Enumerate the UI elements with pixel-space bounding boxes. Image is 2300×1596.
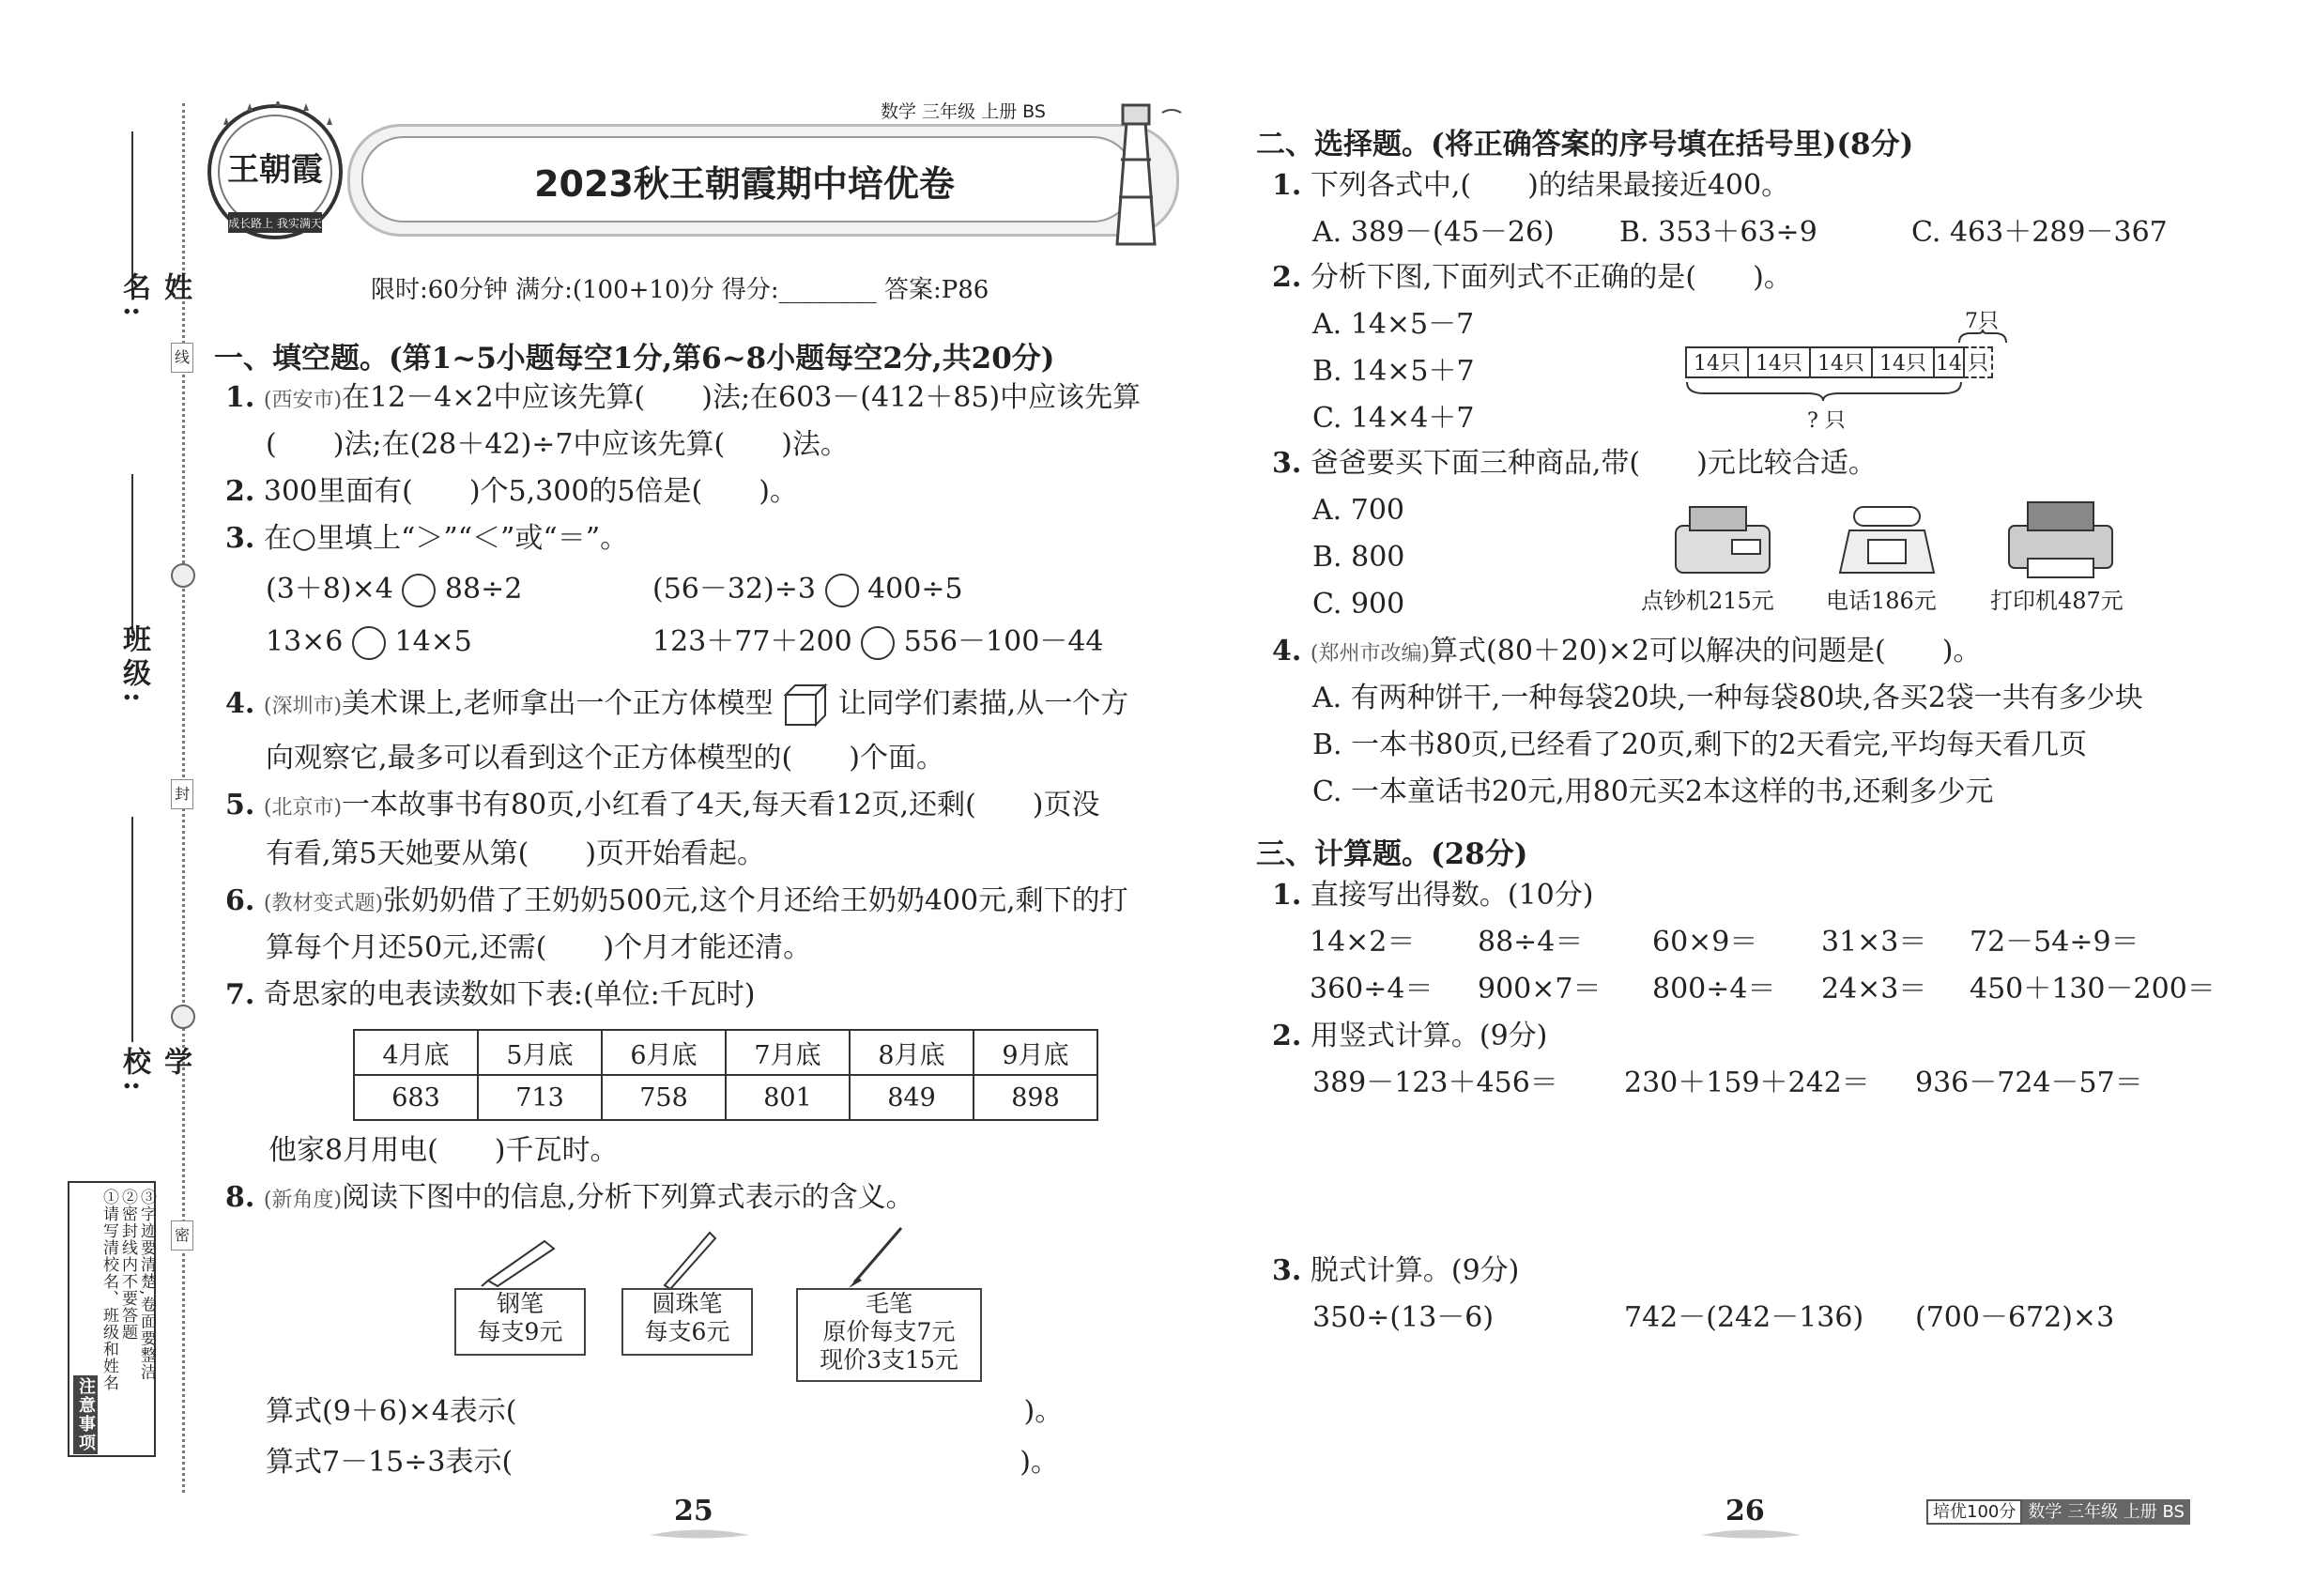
compare-circle[interactable] (825, 574, 859, 607)
s1-q6 (225, 882, 1128, 923)
table-header: 8月底 (850, 1030, 974, 1075)
subject-line: 数学 三年级 上册 BS (881, 101, 1046, 122)
price-card-ballpoint-pen (621, 1288, 753, 1356)
table-cell: 758 (602, 1075, 726, 1120)
q-text: 美术课上,老师拿出一个正方体模型 (342, 687, 774, 720)
q-tag: (西安市) (263, 389, 343, 412)
segment-diagram (1685, 305, 2014, 437)
q-number: 8. (225, 1181, 255, 1214)
calc-item: 900×7＝ (1478, 973, 1602, 1005)
q-tag: (北京市) (263, 796, 343, 820)
calc-item: 360÷4＝ (1310, 973, 1434, 1005)
section3-heading: 三、计算题。(28分) (1256, 837, 1528, 871)
compare-left: 123＋77＋200 (652, 625, 852, 658)
printer-icon (2000, 493, 2122, 582)
q-text: 算式(9＋6)×4表示( )。 (266, 1395, 1064, 1428)
s1-q4 (225, 682, 1128, 729)
q-text: 有看,第5天她要从第( )页开始看起。 (266, 837, 766, 870)
s1-q5 (225, 787, 1100, 827)
logo-slogan: 成长路上 我实满天 (228, 217, 322, 230)
q-text: 算式7－15÷3表示( )。 (266, 1446, 1059, 1479)
calc-item: 742－(242－136) (1624, 1301, 1864, 1334)
name-field (113, 131, 192, 338)
choice-a[interactable]: A. 14×5－7 (1312, 308, 1475, 341)
table-cell: 683 (354, 1075, 478, 1120)
name-line (131, 131, 133, 296)
footer-badge-right: 数学 三年级 上册 BS (2022, 1499, 2190, 1525)
calc-item: 389－123＋456＝ (1312, 1067, 1558, 1099)
item-name: 圆珠笔 (652, 1290, 723, 1317)
q-tag: (深圳市) (263, 695, 343, 718)
cube-icon (782, 682, 829, 729)
calc-item: 88÷4＝ (1478, 926, 1584, 959)
item-price: 每支9元 (477, 1318, 563, 1345)
binding-hole (171, 1005, 195, 1029)
compare-circle[interactable] (861, 626, 895, 660)
s1-q7 (225, 976, 756, 1014)
section2-heading: 二、选择题。(将正确答案的序号填在括号里)(8分) (1256, 128, 1914, 161)
price-card-brush-pen (796, 1288, 982, 1382)
q-tag: (郑州市改编) (1310, 642, 1431, 666)
cut-mark-line: 线 (171, 343, 193, 373)
diagram-top-label: 7只 (1965, 310, 1999, 333)
page-number-left: 25 (674, 1495, 713, 1527)
cut-mark-dense: 密 (171, 1220, 193, 1251)
q-text: 算式(80＋20)×2可以解决的问题是( )。 (1430, 635, 1982, 668)
calc-item: 72－54÷9＝ (1970, 926, 2139, 959)
q-text: 一本故事书有80页,小红看了4天,每天看12页,还剩( )页没 (342, 789, 1100, 821)
table-header: 4月底 (354, 1030, 478, 1075)
q-number: 3. (225, 522, 255, 555)
q-text: 张奶奶借了王奶奶500元,这个月还给王奶奶400元,剩下的打 (383, 884, 1128, 917)
q-tag: (新角度) (263, 1189, 343, 1212)
compare-item (266, 623, 472, 661)
choice-a[interactable]: A. 700 (1312, 494, 1404, 527)
choice-a[interactable]: A. 有两种饼干,一种每袋20块,一种每袋80块,各买2袋一共有多少块 (1312, 682, 2143, 714)
choice-c[interactable]: C. 一本童话书20元,用80元买2本这样的书,还剩多少元 (1312, 775, 1994, 808)
calc-item: 350÷(13－6) (1312, 1301, 1495, 1334)
compare-right: 14×5 (394, 625, 472, 658)
binding-hole (171, 563, 195, 588)
q-number: 1. (1272, 879, 1302, 912)
s3-q2 (1272, 1018, 1547, 1055)
bottom-brace-icon (1685, 380, 1967, 401)
compare-item (652, 571, 963, 608)
q-number: 5. (225, 789, 255, 821)
q-text: 300里面有( )个5,300的5倍是( )。 (263, 475, 798, 508)
compare-right: 556－100－44 (903, 625, 1104, 658)
q-number: 7. (225, 978, 255, 1011)
q-text: ( )法;在(28＋42)÷7中应该先算( )法。 (266, 428, 849, 461)
table-cell: 801 (726, 1075, 850, 1120)
footer-badge-left: 培优100分 (1926, 1499, 2022, 1525)
notice-item: ①请写清校名、班级和姓名 (100, 1189, 118, 1391)
table-header-row (354, 1030, 1097, 1075)
money-counter-icon (1666, 498, 1779, 582)
q-text: 奇思家的电表读数如下表:(单位:千瓦时) (263, 978, 756, 1011)
class-field (113, 474, 150, 718)
compare-right: 400÷5 (867, 573, 963, 606)
s1-q2 (225, 473, 798, 511)
q-number: 3. (1272, 1254, 1302, 1287)
cut-mark-seal: 封 (171, 779, 193, 809)
s2-q3 (1272, 445, 1877, 483)
product-money-counter: 点钞机215元 (1641, 588, 1774, 614)
compare-circle[interactable] (352, 626, 386, 660)
q-text: 下列各式中,( )的结果最接近400。 (1310, 169, 1790, 202)
q-number: 6. (225, 884, 255, 917)
page-ornament-icon (648, 1528, 751, 1542)
class-line (131, 474, 133, 634)
page-number-right: 26 (1725, 1495, 1765, 1527)
compare-left: (56－32)÷3 (652, 573, 816, 606)
s2-q1 (1272, 167, 1789, 205)
q-text: 让同学们素描,从一个方 (837, 687, 1129, 720)
q-number: 3. (1272, 447, 1302, 480)
notice-title: 注意事项 (73, 1375, 98, 1454)
logo-text: 王朝霞 (227, 151, 323, 189)
s1-q1 (225, 379, 1141, 420)
section1-heading: 一、填空题。(第1~5小题每空1分,第6~8小题每空2分,共20分) (214, 342, 1055, 376)
brush-pen-icon (845, 1222, 911, 1288)
table-header: 5月底 (478, 1030, 602, 1075)
school-line (131, 817, 133, 1042)
choice-b[interactable]: B. 14×5＋7 (1312, 355, 1475, 388)
page-title: 2023秋王朝霞期中培优卷 (534, 163, 955, 205)
q-number: 2. (1272, 261, 1302, 294)
school-label: 学校: (117, 1047, 192, 1097)
compare-circle[interactable] (402, 574, 436, 607)
exam-info: 限时:60分钟 满分:(100+10)分 得分:________ 答案:P86 (371, 276, 989, 304)
diagram-bottom-label: ? 只 (1807, 409, 1846, 433)
q-text: 阅读下图中的信息,分析下列算式表示的含义。 (342, 1181, 914, 1214)
item-price: 原价每支7元 (822, 1318, 956, 1345)
q-number: 4. (225, 687, 255, 720)
q-text: 他家8月用电( )千瓦时。 (268, 1134, 619, 1167)
telephone-icon (1835, 498, 1939, 582)
compare-left: (3＋8)×4 (266, 573, 393, 606)
choice-b[interactable]: B. 一本书80页,已经看了20页,剩下的2天看完,平均每天看几页 (1312, 729, 2088, 761)
choice-c[interactable]: C. 14×4＋7 (1312, 402, 1475, 435)
calc-item: 31×3＝ (1821, 926, 1927, 959)
title-banner (347, 124, 1179, 237)
fountain-pen-icon (479, 1232, 563, 1288)
q-number: 4. (1272, 635, 1302, 668)
segment: 14只 (1871, 346, 1935, 378)
choice-b[interactable]: B. 800 (1312, 541, 1405, 574)
logo (205, 101, 345, 242)
q-text: 分析下图,下面列式不正确的是( )。 (1310, 261, 1792, 294)
item-name: 钢笔 (496, 1290, 544, 1317)
table-header: 9月底 (974, 1030, 1097, 1075)
calc-item: (700－672)×3 (1915, 1301, 2115, 1334)
q-text: 爸爸要买下面三种商品,带( )元比较合适。 (1310, 447, 1877, 480)
item-name: 毛笔 (865, 1290, 912, 1317)
meter-table (353, 1029, 1098, 1121)
q-number: 1. (225, 381, 255, 414)
product-printer: 打印机487元 (1990, 588, 2124, 614)
top-brace-icon (1957, 330, 2008, 345)
s3-q1 (1272, 877, 1593, 914)
compare-left: 13×6 (266, 625, 344, 658)
notice-box (68, 1181, 156, 1457)
table-row (354, 1075, 1097, 1120)
q-text: 用竖式计算。(9分) (1310, 1020, 1548, 1052)
q-text: 算每个月还50元,还需( )个月才能还清。 (266, 931, 812, 964)
choice-b[interactable]: B. 353＋63÷9 (1619, 216, 1817, 249)
compare-item (652, 623, 1104, 661)
table-header: 7月底 (726, 1030, 850, 1075)
s1-q8 (225, 1179, 914, 1220)
calc-item: 800÷4＝ (1652, 973, 1776, 1005)
table-cell: 713 (478, 1075, 602, 1120)
ballpoint-pen-icon (657, 1225, 723, 1291)
calc-item: 450＋130－200＝ (1970, 973, 2216, 1005)
q-text: 直接写出得数。(10分) (1310, 879, 1594, 912)
segment-extra: 只 (1963, 346, 1993, 378)
q-tag: (教材变式题) (263, 892, 384, 915)
q-number: 2. (225, 475, 255, 508)
segment: 14只 (1685, 346, 1749, 378)
compare-item (266, 571, 522, 608)
price-card-fountain-pen (454, 1288, 586, 1356)
calc-item: 60×9＝ (1652, 926, 1758, 959)
q-text: 向观察它,最多可以看到这个正方体模型的( )个面。 (266, 742, 944, 775)
item-price-sale: 现价3支15元 (820, 1346, 958, 1373)
s3-q3 (1272, 1252, 1519, 1290)
page-ornament-icon (1699, 1528, 1802, 1542)
segment-bar (1685, 346, 1991, 378)
q-number: 1. (1272, 169, 1302, 202)
q-text: 在○里填上“＞”“＜”或“＝”。 (263, 522, 629, 555)
q-text: 脱式计算。(9分) (1310, 1254, 1520, 1287)
q-number: 2. (1272, 1020, 1302, 1052)
choice-c[interactable]: C. 900 (1312, 588, 1405, 621)
notice-item: ③字迹要清楚,卷面要整洁 (137, 1189, 156, 1381)
table-cell: 849 (850, 1075, 974, 1120)
choice-c[interactable]: C. 463＋289－367 (1911, 216, 2168, 249)
class-label: 班级: (117, 624, 150, 709)
product-telephone: 电话186元 (1826, 588, 1937, 614)
segment: 14只 (1747, 346, 1811, 378)
calc-item: 24×3＝ (1821, 973, 1927, 1005)
notice-item: ②密封线内不要答题 (118, 1189, 137, 1341)
table-header: 6月底 (602, 1030, 726, 1075)
calc-item: 936－724－57＝ (1915, 1067, 2143, 1099)
calc-item: 230＋159＋242＝ (1624, 1067, 1870, 1099)
s1-q3 (225, 520, 628, 558)
segment: 14只 (1809, 346, 1873, 378)
item-price: 每支6元 (644, 1318, 730, 1345)
segment-partial: 14 (1933, 346, 1965, 378)
choice-a[interactable]: A. 389－(45－26) (1312, 216, 1555, 249)
s2-q2 (1272, 259, 1792, 297)
compare-right: 88÷2 (444, 573, 523, 606)
name-label: 姓名: (117, 272, 192, 323)
lighthouse-icon (1080, 94, 1192, 253)
footer-badge (1926, 1498, 2190, 1523)
s2-q4 (1272, 633, 1981, 673)
q-text: 在12－4×2中应该先算( )法;在603－(412＋85)中应该先算 (342, 381, 1142, 414)
table-cell: 898 (974, 1075, 1097, 1120)
calc-item: 14×2＝ (1310, 926, 1416, 959)
school-field (113, 817, 192, 1127)
